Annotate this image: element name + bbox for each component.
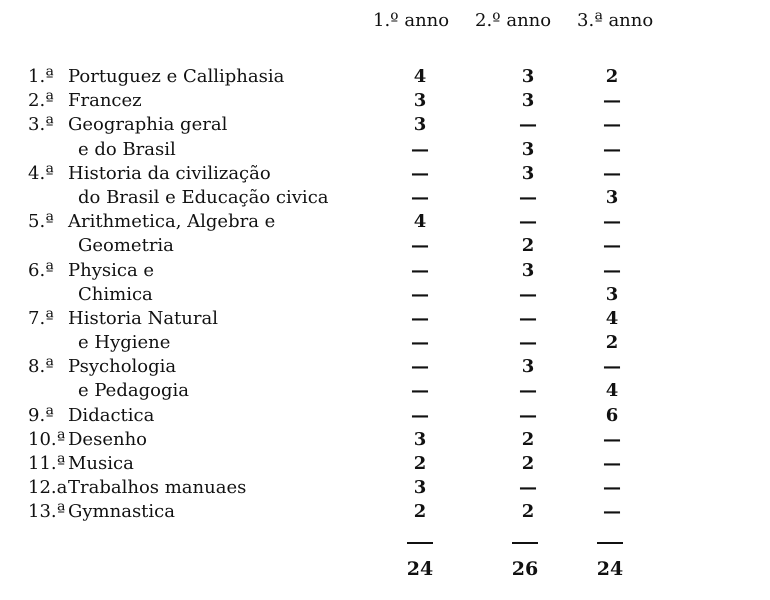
subject-label: Arithmetica, Algebra e bbox=[68, 211, 276, 233]
hours-year-1: — bbox=[411, 332, 429, 354]
hours-year-1: 3 bbox=[413, 114, 427, 136]
table-row bbox=[0, 429, 770, 453]
hours-year-1: 4 bbox=[413, 66, 427, 87]
total-year-1: 24 bbox=[406, 558, 434, 580]
row-number: 9.ª bbox=[28, 404, 54, 426]
hours-year-1: — bbox=[411, 380, 429, 402]
row-number: 8.ª bbox=[28, 356, 54, 378]
hours-year-3: — bbox=[603, 138, 621, 160]
hours-year-2: — bbox=[519, 332, 537, 354]
hours-year-3: 6 bbox=[605, 404, 619, 426]
hours-year-1: — bbox=[411, 162, 429, 184]
totals-rule bbox=[407, 542, 433, 544]
row-number: 5.ª bbox=[28, 211, 54, 233]
table-row bbox=[0, 235, 770, 259]
row-number: 6.ª bbox=[28, 259, 54, 281]
hours-year-3: 3 bbox=[605, 283, 619, 305]
hours-year-2: — bbox=[519, 283, 537, 305]
header-year-1: 1.º anno bbox=[373, 10, 450, 31]
hours-year-3: — bbox=[603, 453, 621, 474]
table-row bbox=[0, 380, 770, 404]
table-row bbox=[0, 453, 770, 477]
hours-year-2: — bbox=[519, 114, 537, 136]
subject-label: Historia Natural bbox=[68, 307, 218, 329]
hours-year-3: — bbox=[603, 501, 621, 523]
table-row bbox=[0, 211, 770, 235]
subject-label: Trabalhos manuaes bbox=[68, 477, 247, 499]
subject-label: Historia da civilização bbox=[68, 162, 271, 184]
table-row bbox=[0, 405, 770, 429]
subject-label: Francez bbox=[68, 90, 142, 112]
hours-year-2: — bbox=[519, 477, 537, 499]
subject-label: Physica e bbox=[68, 259, 155, 281]
table-row bbox=[0, 260, 770, 284]
hours-year-2: 3 bbox=[521, 66, 535, 87]
hours-year-3: — bbox=[603, 235, 621, 257]
header-year-3: 3.ª anno bbox=[577, 10, 654, 31]
hours-year-3: — bbox=[603, 259, 621, 281]
table-row bbox=[0, 163, 770, 187]
total-year-3: 24 bbox=[596, 558, 624, 580]
header-year-2: 2.º anno bbox=[475, 10, 552, 31]
row-number: 10.ª bbox=[28, 428, 66, 450]
table-row bbox=[0, 284, 770, 308]
hours-year-2: 2 bbox=[521, 501, 535, 523]
table-row bbox=[0, 139, 770, 163]
table-row bbox=[0, 477, 770, 501]
hours-year-3: — bbox=[603, 356, 621, 378]
hours-year-3: — bbox=[603, 162, 621, 184]
hours-year-2: — bbox=[519, 404, 537, 426]
subject-label: do Brasil e Educação civica bbox=[78, 186, 329, 208]
hours-year-2: — bbox=[519, 380, 537, 402]
subject-label: Psychologia bbox=[68, 356, 177, 378]
hours-year-2: 2 bbox=[521, 428, 535, 450]
hours-year-1: — bbox=[411, 283, 429, 305]
row-number: 1.ª bbox=[28, 66, 54, 87]
hours-year-2: 3 bbox=[521, 259, 535, 281]
hours-year-2: — bbox=[519, 211, 537, 233]
hours-year-1: 3 bbox=[413, 90, 427, 112]
row-number: 2.ª bbox=[28, 90, 54, 112]
subject-label: Didactica bbox=[68, 404, 155, 426]
totals-rule bbox=[512, 542, 538, 544]
table-row bbox=[0, 66, 770, 90]
row-number: 12.a bbox=[28, 477, 68, 499]
totals-rule bbox=[597, 542, 623, 544]
hours-year-1: — bbox=[411, 138, 429, 160]
subject-label: Chimica bbox=[78, 283, 153, 305]
hours-year-1: — bbox=[411, 186, 429, 208]
row-number: 4.ª bbox=[28, 162, 54, 184]
hours-year-3: 4 bbox=[605, 380, 619, 402]
hours-year-2: 3 bbox=[521, 162, 535, 184]
row-number: 3.ª bbox=[28, 114, 54, 136]
subject-list bbox=[0, 66, 770, 526]
row-number: 11.ª bbox=[28, 453, 66, 474]
subject-label: Portuguez e Calliphasia bbox=[68, 66, 285, 87]
hours-year-1: — bbox=[411, 307, 429, 329]
row-number: 7.ª bbox=[28, 307, 54, 329]
table-row bbox=[0, 308, 770, 332]
hours-year-1: 2 bbox=[413, 501, 427, 523]
table-row bbox=[0, 187, 770, 211]
subject-label: Musica bbox=[68, 453, 134, 474]
subject-label: Geometria bbox=[78, 235, 174, 257]
hours-year-1: — bbox=[411, 235, 429, 257]
hours-year-3: — bbox=[603, 211, 621, 233]
subject-label: Desenho bbox=[68, 428, 147, 450]
hours-year-2: 2 bbox=[521, 453, 535, 474]
table-row bbox=[0, 501, 770, 525]
hours-year-1: — bbox=[411, 259, 429, 281]
hours-year-3: — bbox=[603, 114, 621, 136]
total-year-2: 26 bbox=[511, 558, 539, 580]
row-number: 13.ª bbox=[28, 501, 66, 523]
hours-year-2: 2 bbox=[521, 235, 535, 257]
subject-label: Geographia geral bbox=[68, 114, 228, 136]
hours-year-2: 3 bbox=[521, 90, 535, 112]
table-row bbox=[0, 114, 770, 138]
hours-year-2: 3 bbox=[521, 138, 535, 160]
hours-year-3: 4 bbox=[605, 307, 619, 329]
hours-year-1: — bbox=[411, 404, 429, 426]
table-row bbox=[0, 332, 770, 356]
hours-year-3: — bbox=[603, 90, 621, 112]
hours-year-1: 3 bbox=[413, 428, 427, 450]
hours-year-2: — bbox=[519, 307, 537, 329]
subject-label: e do Brasil bbox=[78, 138, 176, 160]
subject-label: e Pedagogia bbox=[78, 380, 189, 402]
hours-year-1: 4 bbox=[413, 211, 427, 233]
column-headers bbox=[0, 10, 770, 36]
hours-year-2: 3 bbox=[521, 356, 535, 378]
hours-year-3: 2 bbox=[605, 66, 619, 87]
hours-year-3: — bbox=[603, 428, 621, 450]
hours-year-1: 3 bbox=[413, 477, 427, 499]
hours-year-3: — bbox=[603, 477, 621, 499]
hours-year-1: — bbox=[411, 356, 429, 378]
table-row bbox=[0, 356, 770, 380]
hours-year-3: 2 bbox=[605, 332, 619, 354]
hours-year-2: — bbox=[519, 186, 537, 208]
hours-year-1: 2 bbox=[413, 453, 427, 474]
table-row bbox=[0, 90, 770, 114]
subject-label: Gymnastica bbox=[68, 501, 175, 523]
subject-label: e Hygiene bbox=[78, 332, 171, 354]
hours-year-3: 3 bbox=[605, 186, 619, 208]
